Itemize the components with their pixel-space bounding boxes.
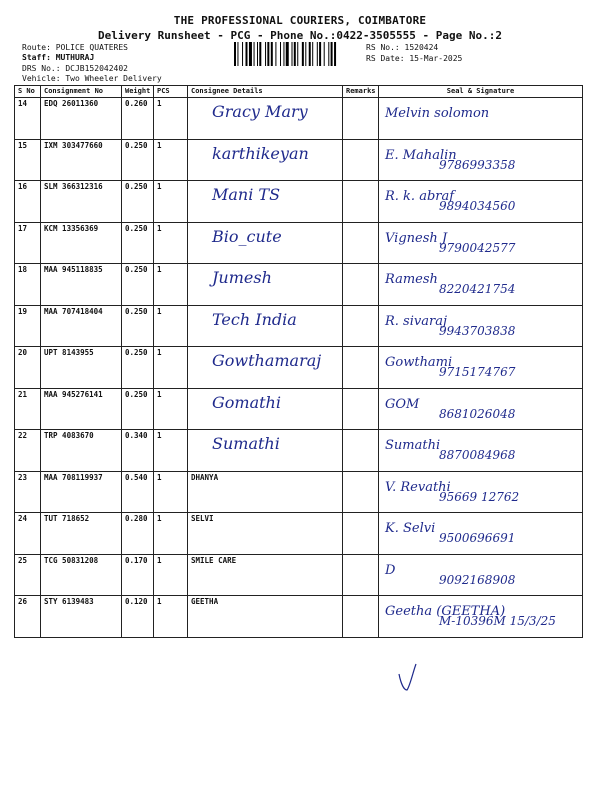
signature-phone: 9943703838 — [439, 323, 516, 338]
row-sno: 16 — [15, 181, 41, 223]
row-signature — [379, 139, 583, 181]
row-weight: 0.170 — [122, 554, 154, 596]
row-remarks — [343, 181, 379, 223]
table-row — [15, 471, 583, 513]
barcode-bar — [294, 42, 296, 66]
row-consignment-no: EDQ 26011360 — [41, 98, 122, 140]
row-consignee — [188, 98, 343, 140]
signature-phone: 9715174767 — [439, 365, 516, 379]
row-signature — [379, 98, 583, 140]
consignee-name: Mani TS — [212, 185, 281, 204]
signature-phone: 8870084968 — [439, 448, 516, 462]
signature-phone: 8681026048 — [439, 406, 516, 421]
row-pcs: 1 — [154, 513, 188, 555]
row-consignee — [188, 139, 343, 181]
row-remarks — [343, 596, 379, 638]
table-row — [15, 596, 583, 638]
row-weight: 0.250 — [122, 222, 154, 264]
rs-date: RS Date: 15-Mar-2025 — [366, 54, 463, 63]
col-remarks: Remarks — [343, 86, 379, 98]
row-consignee — [188, 347, 343, 389]
route-label: Route: POLICE QUATERES — [22, 43, 128, 52]
barcode-bar — [267, 42, 269, 66]
consignee-name: Gracy Mary — [212, 102, 308, 121]
row-consignment-no: KCM 13356369 — [41, 222, 122, 264]
signature-text: V. Revathi — [385, 479, 451, 495]
row-signature — [379, 471, 583, 513]
barcode-bar — [317, 42, 318, 66]
consignee-name: Jumesh — [212, 268, 272, 287]
row-signature — [379, 388, 583, 430]
row-consignee — [188, 554, 343, 596]
row-signature — [379, 264, 583, 306]
signature-phone: 9786993358 — [439, 157, 516, 172]
barcode-bar — [242, 42, 243, 66]
row-weight: 0.280 — [122, 513, 154, 555]
table-row — [15, 264, 583, 306]
table-row — [15, 347, 583, 389]
barcode-bar — [254, 42, 255, 66]
row-remarks — [343, 471, 379, 513]
row-weight: 0.250 — [122, 139, 154, 181]
row-weight: 0.250 — [122, 264, 154, 306]
col-weight: Weight — [122, 86, 154, 98]
col-sno: S No — [15, 86, 41, 98]
row-signature — [379, 513, 583, 555]
row-signature — [379, 222, 583, 264]
barcode-bar — [328, 42, 329, 66]
col-consignment: Consignment No — [41, 86, 122, 98]
signature-text: GOM — [385, 396, 420, 412]
row-consignee — [188, 305, 343, 347]
staff-line — [22, 53, 94, 63]
barcode-bar — [259, 42, 261, 66]
row-pcs: 1 — [154, 264, 188, 306]
row-pcs: 1 — [154, 347, 188, 389]
barcode-bar — [331, 42, 333, 66]
signature-phone: 9500696691 — [439, 531, 516, 545]
table-row — [15, 305, 583, 347]
table-row — [15, 554, 583, 596]
signature-text: D — [385, 562, 396, 578]
barcode-bar — [334, 42, 336, 66]
runsheet-subtitle: Delivery Runsheet - PCG - Phone No.:0422-3505555 - Page No.:2 — [98, 29, 502, 42]
row-remarks — [343, 554, 379, 596]
barcode-bar — [275, 42, 276, 66]
signature-phone: M-10396M 15/3/25 — [439, 614, 556, 628]
row-remarks — [343, 388, 379, 430]
barcode-bar — [286, 42, 289, 66]
row-consignment-no: STY 6139483 — [41, 596, 122, 638]
barcode-bar — [302, 42, 304, 66]
signature-phone: 9790042577 — [439, 240, 516, 255]
row-consignee — [188, 471, 343, 513]
barcode-bar — [257, 42, 258, 66]
col-pcs: PCS — [154, 86, 188, 98]
row-pcs: 1 — [154, 430, 188, 472]
row-signature — [379, 554, 583, 596]
vehicle-label: Vehicle: Two Wheeler Delivery — [22, 74, 162, 83]
staff-label: Staff: — [22, 53, 51, 62]
signature-text: R. sivaraj — [385, 313, 447, 329]
barcode-bar — [305, 42, 306, 66]
row-signature — [379, 596, 583, 638]
row-weight: 0.540 — [122, 471, 154, 513]
signature-text: R. k. abraf — [385, 189, 455, 204]
barcode-bar — [280, 42, 281, 66]
company-title: THE PROFESSIONAL COURIERS, COIMBATORE — [173, 14, 427, 27]
barcode-bar — [312, 42, 313, 66]
row-remarks — [343, 305, 379, 347]
table-row — [15, 430, 583, 472]
row-sno: 21 — [15, 388, 41, 430]
row-signature — [379, 430, 583, 472]
row-sno: 22 — [15, 430, 41, 472]
row-remarks — [343, 139, 379, 181]
row-remarks — [343, 98, 379, 140]
row-consignee — [188, 181, 343, 223]
consignee-name: SELVI — [191, 514, 214, 523]
consignee-name: Gowthamaraj — [212, 351, 322, 370]
barcode-bar — [237, 42, 238, 66]
row-remarks — [343, 513, 379, 555]
row-sno: 26 — [15, 596, 41, 638]
signature-text: Geetha (GEETHA) — [385, 604, 506, 619]
row-weight: 0.250 — [122, 305, 154, 347]
table-row — [15, 388, 583, 430]
barcode-bar — [319, 42, 321, 66]
table-row — [15, 222, 583, 264]
row-remarks — [343, 264, 379, 306]
barcode-bar — [271, 42, 273, 66]
consignee-name: Sumathi — [212, 434, 280, 453]
row-weight: 0.120 — [122, 596, 154, 638]
row-pcs: 1 — [154, 98, 188, 140]
row-consignment-no: SLM 366312316 — [41, 181, 122, 223]
row-pcs: 1 — [154, 305, 188, 347]
rs-number: RS No.: 1520424 — [366, 43, 439, 52]
signature-text: Vignesh J — [385, 230, 448, 246]
row-sno: 14 — [15, 98, 41, 140]
row-consignment-no: UPT 8143955 — [41, 347, 122, 389]
consignee-name: karthikeyan — [212, 143, 309, 163]
row-consignee — [188, 264, 343, 306]
barcode-bar — [309, 42, 311, 66]
barcode-bar — [234, 42, 236, 66]
consignee-name: Bio_cute — [212, 226, 282, 246]
row-sno: 25 — [15, 554, 41, 596]
drs-number: DRS No.: DCJB152042402 — [22, 64, 128, 73]
table-row — [15, 139, 583, 181]
barcode-bar — [249, 42, 252, 66]
row-sno: 18 — [15, 264, 41, 306]
table-row — [15, 513, 583, 555]
consignee-name: SMILE CARE — [191, 555, 237, 565]
barcode-bar — [292, 42, 293, 66]
row-pcs: 1 — [154, 388, 188, 430]
row-consignee — [188, 596, 343, 638]
row-consignment-no: TCG 50831208 — [41, 554, 122, 596]
row-consignment-no: MAA 945118835 — [41, 264, 122, 306]
row-consignee — [188, 430, 343, 472]
signature-text: Ramesh — [385, 272, 438, 287]
row-consignee — [188, 513, 343, 555]
consignee-name: DHANYA — [191, 472, 219, 482]
signature-phone: 95669 12762 — [439, 489, 520, 504]
row-sno: 20 — [15, 347, 41, 389]
row-consignee — [188, 388, 343, 430]
row-consignment-no: IXM 303477660 — [41, 139, 122, 181]
row-signature — [379, 305, 583, 347]
barcode-bar — [265, 42, 266, 66]
runsheet-table — [14, 85, 583, 638]
row-signature — [379, 347, 583, 389]
consignee-name: Tech India — [212, 309, 297, 329]
row-consignment-no: MAA 708119937 — [41, 471, 122, 513]
row-sno: 24 — [15, 513, 41, 555]
row-weight: 0.250 — [122, 181, 154, 223]
row-signature — [379, 181, 583, 223]
row-pcs: 1 — [154, 222, 188, 264]
check-mark-icon — [396, 660, 418, 694]
col-consignee: Consignee Details — [188, 86, 343, 98]
signature-text: Gowthami — [385, 355, 453, 370]
barcode-bar — [324, 42, 325, 66]
row-consignment-no: TUT 718652 — [41, 513, 122, 555]
table-header-row — [15, 86, 583, 98]
row-pcs: 1 — [154, 139, 188, 181]
staff-name: MUTHURAJ — [55, 53, 95, 62]
row-consignee — [188, 222, 343, 264]
row-weight: 0.250 — [122, 388, 154, 430]
signature-phone: 9894034560 — [439, 199, 516, 213]
signature-phone: 8220421754 — [439, 282, 516, 296]
row-sno: 19 — [15, 305, 41, 347]
row-consignment-no: TRP 4083670 — [41, 430, 122, 472]
signature-text: K. Selvi — [385, 521, 436, 536]
barcode-bar — [246, 42, 248, 66]
row-pcs: 1 — [154, 471, 188, 513]
consignee-name: GEETHA — [191, 597, 219, 606]
row-weight: 0.250 — [122, 347, 154, 389]
row-consignment-no: MAA 945276141 — [41, 388, 122, 430]
col-signature: Seal & Signature — [379, 86, 583, 98]
row-pcs: 1 — [154, 596, 188, 638]
row-consignment-no: MAA 707418404 — [41, 305, 122, 347]
signature-text: Melvin solomon — [385, 106, 490, 121]
barcode-bar — [297, 42, 298, 66]
row-remarks — [343, 222, 379, 264]
table-row — [15, 98, 583, 140]
row-sno: 17 — [15, 222, 41, 264]
signature-text: E. Mahalin — [385, 147, 457, 163]
row-remarks — [343, 430, 379, 472]
row-sno: 15 — [15, 139, 41, 181]
signature-phone: 9092168908 — [439, 572, 516, 587]
row-pcs: 1 — [154, 181, 188, 223]
consignee-name: Gomathi — [212, 392, 281, 412]
row-sno: 23 — [15, 471, 41, 513]
signature-text: Sumathi — [385, 438, 441, 453]
barcode-image — [234, 42, 362, 66]
row-weight: 0.340 — [122, 430, 154, 472]
barcode-bar — [283, 42, 284, 66]
row-pcs: 1 — [154, 554, 188, 596]
row-remarks — [343, 347, 379, 389]
table-row — [15, 181, 583, 223]
row-weight: 0.260 — [122, 98, 154, 140]
